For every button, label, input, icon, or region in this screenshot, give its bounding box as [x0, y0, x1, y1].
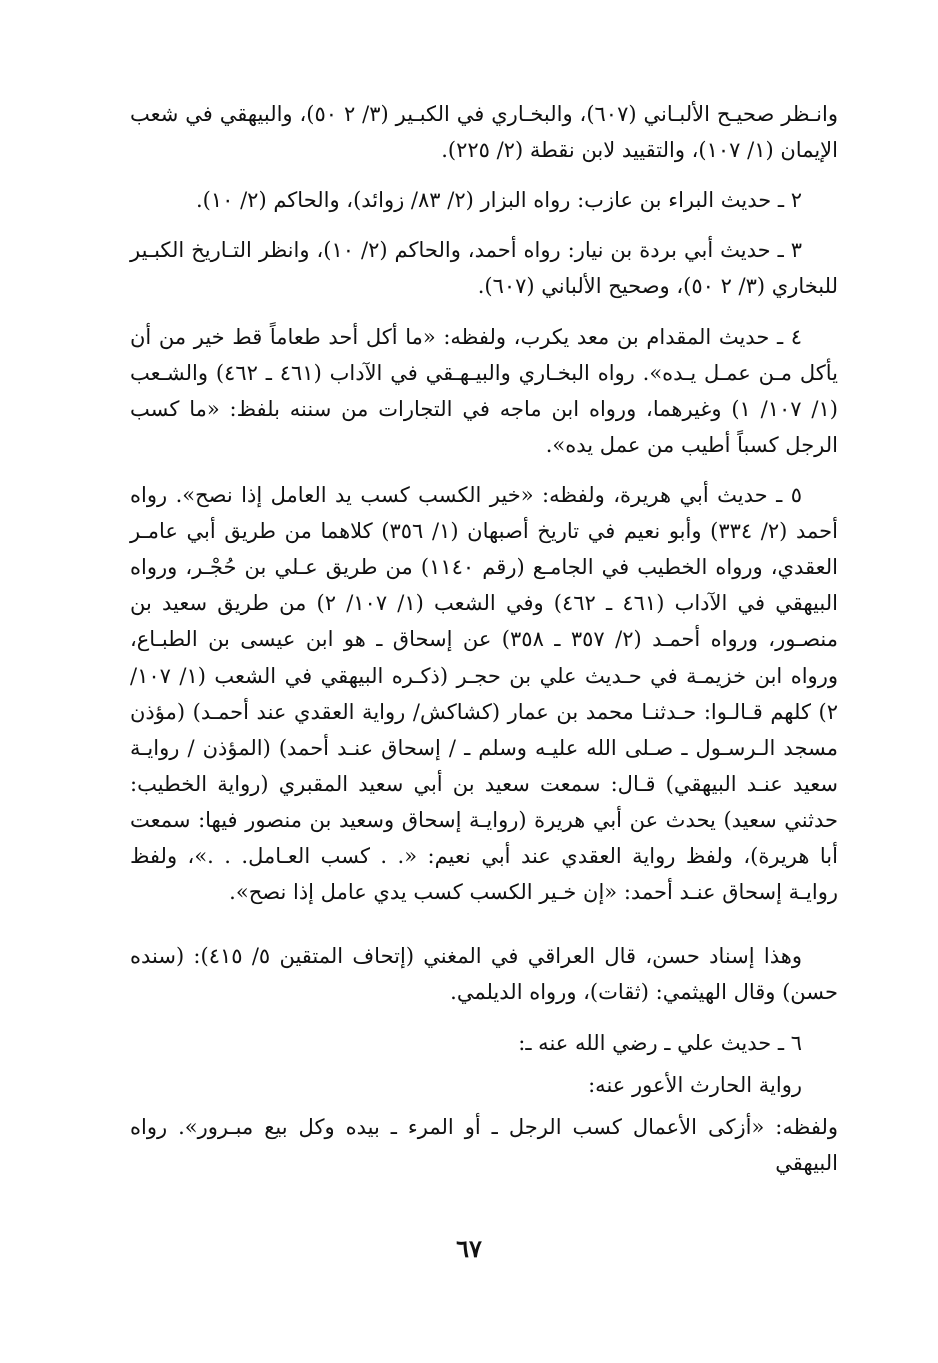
paragraph-hadith-6-narration: رواية الحارث الأعور عنه: [588, 1072, 802, 1097]
paragraph-hadith-2: ٢ ـ حديث البراء بن عازب: رواه البزار (٢/ ٨٣/ زوائد)، والحاكم (٢/ ١٠). [195, 188, 802, 213]
paragraph-hadith-4: ٤ ـ حديث المقدام بن معد يكرب، ولفظه: «ما أكل أحد طعاماً قط خير من أن يأكل مـن عمـل يـده». رواه البخـاري والبيـهـقي في الآداب (٤٦١ ـ ٤٦٢) والشـعب (١/ ١٠٧/ ١) وغيرهما، ورواه ابن ماجه في التجارات من سننه بلفظ: «ما كسب الرجل كسباً أطيب من عمل يده». [130, 324, 838, 457]
paragraph-hadith-5: ٥ ـ حديث أبي هريرة، ولفظه: «خير الكسب كسب يد العامل إذا نصح». رواه أحمد (٢/ ٣٣٤) وأبو نعيم في تاريخ أصبهان (١/ ٣٥٦) كلاهما من طريق أبي عامـر العقدي، ورواه الخطيب في الجامـع (رقم ١١٤٠) من طريق عـلي بن حُجْـر، ورواه البيهقي في الآداب (٤٦١ ـ ٤٦٢) وفي الشعب (١/ ١٠٧/ ٢) من طريق سعيد بن منصـور، ورواه أحمـد (٢/ ٣٥٧ ـ ٣٥٨) عن إسحاق ـ هو ابن عيسى بن الطبـاع، ورواه ابن خزيمـة في حـديث علي بن حجـر (ذكـره البيهقي في الشعب (١/ ١٠٧/ ٢) كلهم قـالـوا: حـدثنـا محمد بن عمار (كشاكش/ رواية العقدي عند أحمـد) (مؤذن مسجد الـرسـول ـ صـلى الله عليـه وسلم ـ / إسحاق عنـد أحمد) (المؤذن / روايـة سعيد عنـد البيهقي) قـال: سمعت سعيد بن أبي سعيد المقبري (رواية الخطيب: حدثني سعيد) يحدث عن أبي هريرة (روايـة إسحاق وسعيد بن منصور فيها: سمعت أبا هريرة)، ولفظ رواية العقدي عند أبي نعيم: «. . كسب العـامل. . .»، ولفظ روايـة إسحاق عنـد أحمد: «إن خـير الكسب كسب يدي عامل إذا نصح». [130, 482, 839, 905]
paragraph-hadith-3: ٣ ـ حديث أبي بردة بن نيار: رواه أحمد، والحاكم (٢/ ١٠)، وانظر التـاريخ الكبـير للبخاري (٣/ ٢ ٥٠)، وصحيح الألباني (٦٠٧). [130, 238, 838, 299]
page-number: ٦٧ [456, 1234, 482, 1263]
paragraph-references-intro: وانـظر صحيـح الألبـاني (٦٠٧)، والبخـاري في الكبـير (٣/ ٢ ٥٠)، والبيهقي في شعب الإيمان (١/ ١٠٧)، والتقييد لابن نقطة (٢/ ٢٢٥). [130, 102, 838, 163]
page-body [130, 96, 838, 1187]
paragraph-hadith-6-text: ولفظه: «أزكى الأعمال كسب الرجل ـ أو المرء ـ بيده وكل بيع مبـرور». رواه البيهقي [130, 1114, 838, 1175]
paragraph-gap [130, 924, 838, 938]
paragraph-isnad-note: وهذا إسناد حسن، قال العراقي في المغني (إتحاف المتقين ٥/ ٤١٥): (سنده حسن) وقال الهيثمي: (ثقات)، ورواه الديلمي. [130, 944, 838, 1005]
paragraph-hadith-6-heading: ٦ ـ حديث علي ـ رضي الله عنه ـ: [518, 1030, 802, 1055]
